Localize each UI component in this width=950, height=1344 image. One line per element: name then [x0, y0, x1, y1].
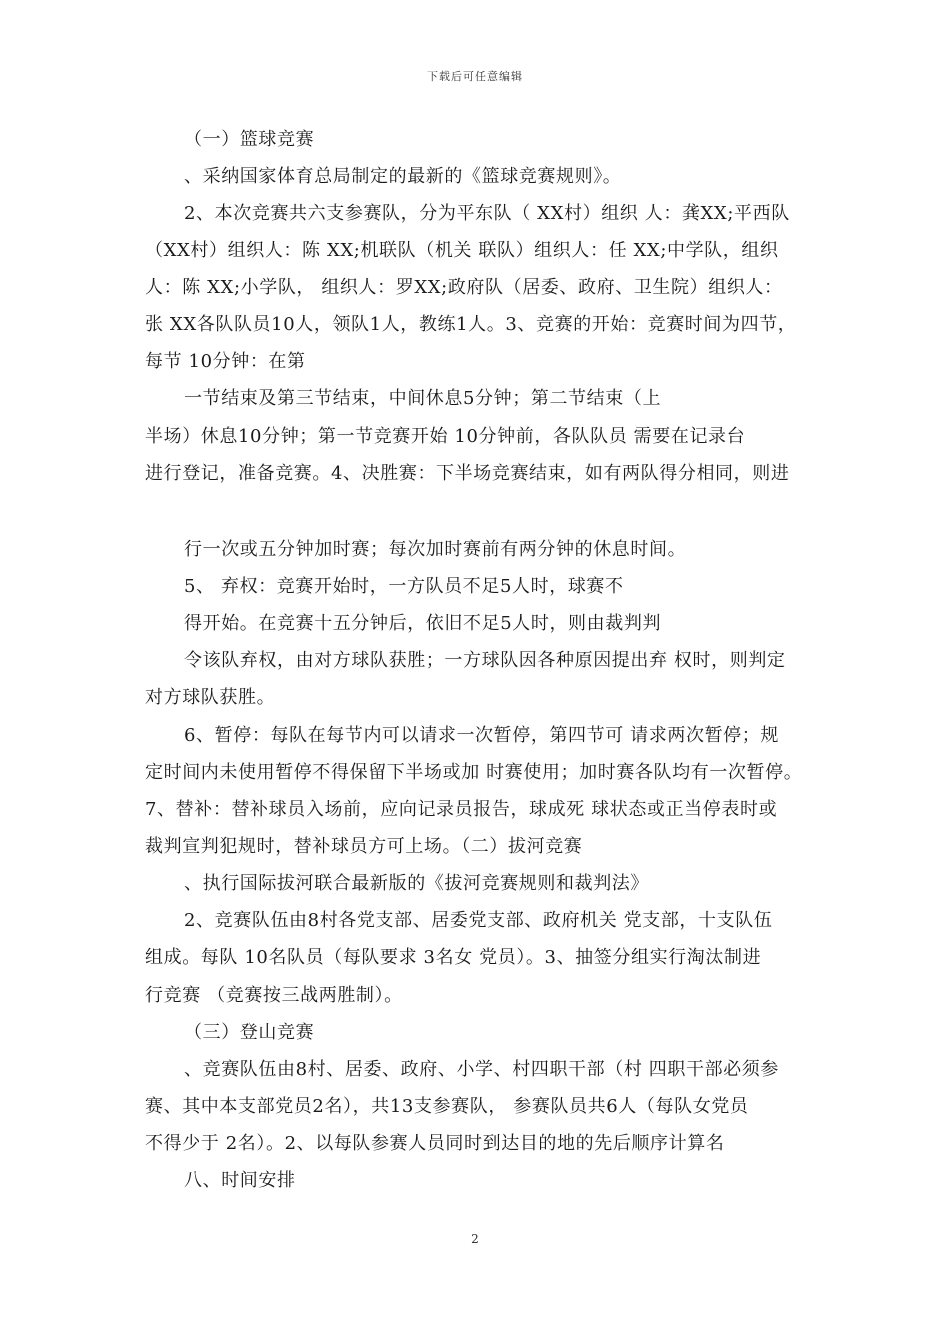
text-line: 对方球队获胜。	[145, 687, 276, 708]
page-number: 2	[471, 1232, 479, 1246]
text-line: 定时间内未使用暂停不得保留下半场或加 时赛使用；加时赛各队均有一次暂停。	[145, 762, 803, 783]
text-line: 半场）休息10分钟；第一节竞赛开始 10分钟前，各队队员 需要在记录台	[145, 426, 746, 447]
text-line: 人：陈 XX;小学队， 组织人：罗XX;政府队（居委、政府、卫生院）组织人：	[145, 277, 783, 298]
page-header: 下载后可任意编辑	[427, 70, 523, 83]
section-heading-basketball: （一）篮球竞赛	[184, 129, 315, 150]
text-line: 得开始。在竞赛十五分钟后，依旧不足5人时，则由裁判判	[184, 613, 662, 634]
text-line: 、执行国际拔河联合最新版的《拔河竞赛规则和裁判法》	[184, 873, 649, 894]
text-line: 5、 弃权：竞赛开始时，一方队员不足5人时，球赛不	[184, 576, 624, 597]
text-line: 组成。每队 10名队员（每队要求 3名女 党员）。3、抽签分组实行淘汰制进	[145, 947, 762, 968]
text-line: 一节结束及第三节结束，中间休息5分钟；第二节结束（上	[184, 388, 662, 409]
text-line: 行竞赛 （竞赛按三战两胜制）。	[145, 985, 403, 1006]
section-heading-schedule: 八、时间安排	[184, 1170, 296, 1191]
text-line: 裁判宣判犯规时，替补球员方可上场。（二）拔河竞赛	[145, 836, 583, 857]
text-line: 6、暂停：每队在每节内可以请求一次暂停，第四节可 请求两次暂停；规	[184, 725, 779, 746]
text-line: 行一次或五分钟加时赛；每次加时赛前有两分钟的休息时间。	[184, 539, 687, 560]
text-line: 、竞赛队伍由8村、居委、政府、小学、村四职干部（村 四职干部必须参	[184, 1059, 779, 1080]
text-line: 张 XX各队队员10人，领队1人，教练1人。3、竞赛的开始：竞赛时间为四节，	[145, 314, 797, 335]
text-line: 不得少于 2名）。2、以每队参赛人员同时到达目的地的先后顺序计算名	[145, 1133, 725, 1154]
section-heading-climbing: （三）登山竞赛	[184, 1022, 315, 1043]
text-line: 令该队弃权，由对方球队获胜；一方球队因各种原因提出弃 权时，则判定	[184, 650, 786, 671]
text-line: 、采纳国家体育总局制定的最新的《篮球竞赛规则》。	[184, 166, 622, 187]
text-line: 每节 10分钟：在第	[145, 351, 306, 372]
text-line: 2、竞赛队伍由8村各党支部、居委党支部、政府机关 党支部，十支队伍	[184, 910, 773, 931]
text-line: 赛、其中本支部党员2名），共13支参赛队， 参赛队员共6人（每队女党员	[145, 1096, 749, 1117]
text-line: 7、替补：替补球员入场前，应向记录员报告，球成死 球状态或正当停表时或	[145, 799, 778, 820]
text-line: 2、本次竞赛共六支参赛队，分为平东队（ XX村）组织 人：龚XX;平西队	[184, 203, 790, 224]
text-line: （XX村）组织人：陈 XX;机联队（机关 联队）组织人：任 XX;中学队，组织	[145, 240, 779, 261]
text-line: 进行登记，准备竞赛。4、决胜赛：下半场竞赛结束，如有两队得分相同，则进	[145, 463, 790, 484]
